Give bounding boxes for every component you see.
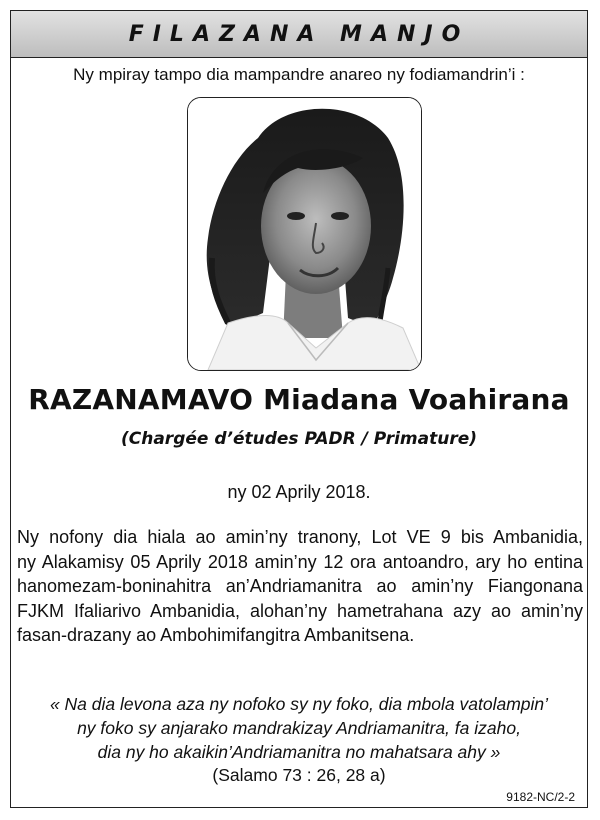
notice-frame (10, 10, 588, 808)
funeral-details (17, 525, 583, 648)
portrait-icon (188, 98, 421, 370)
intro-text: Ny mpiray tampo dia mampandre anareo ny fodiamandrin’i : (73, 65, 525, 84)
bible-quote (11, 692, 587, 764)
deceased-role: (Chargée d’études PADR / Primature) (120, 429, 478, 449)
notice-code: 9182-NC/2-2 (506, 790, 575, 804)
details-line: ny Alakamisy 05 Aprily 2018 amin’ny 12 ora antoandro, ary ho entina (17, 551, 583, 572)
death-date: ny 02 Aprily 2018. (227, 482, 371, 502)
quote-reference: (Salamo 73 : 26, 28 a) (212, 765, 386, 785)
quote-line: ny foko sy anjarako mandrakizay Andriamanitra, fa izaho, (77, 718, 521, 738)
details-line: Ny nofony dia hiala ao amin’ny tranony, Lot VE 9 bis Ambanidia, (17, 527, 583, 547)
header-banner (11, 11, 587, 58)
details-line: hanomezam-boninahitra an’Andriamanitra ao amin’ny Fiangonana (17, 576, 583, 596)
portrait-photo (187, 97, 422, 371)
deceased-name: RAZANAMAVO Miadana Voahirana (28, 383, 570, 416)
notice-title: FILAZANA MANJO (128, 21, 470, 47)
details-line: fasan-drazany ao Ambohimifangitra Ambanitsena. (17, 625, 415, 645)
quote-line: dia ny ho akaikin’Andriamanitra no mahatsara ahy » (97, 742, 501, 762)
details-line: FJKM Ifaliarivo Ambanidia, alohan’ny hametrahana azy ao amin’ny (17, 600, 583, 621)
quote-line: « Na dia levona aza ny nofoko sy ny foko, dia mbola vatolampin’ (49, 694, 549, 714)
